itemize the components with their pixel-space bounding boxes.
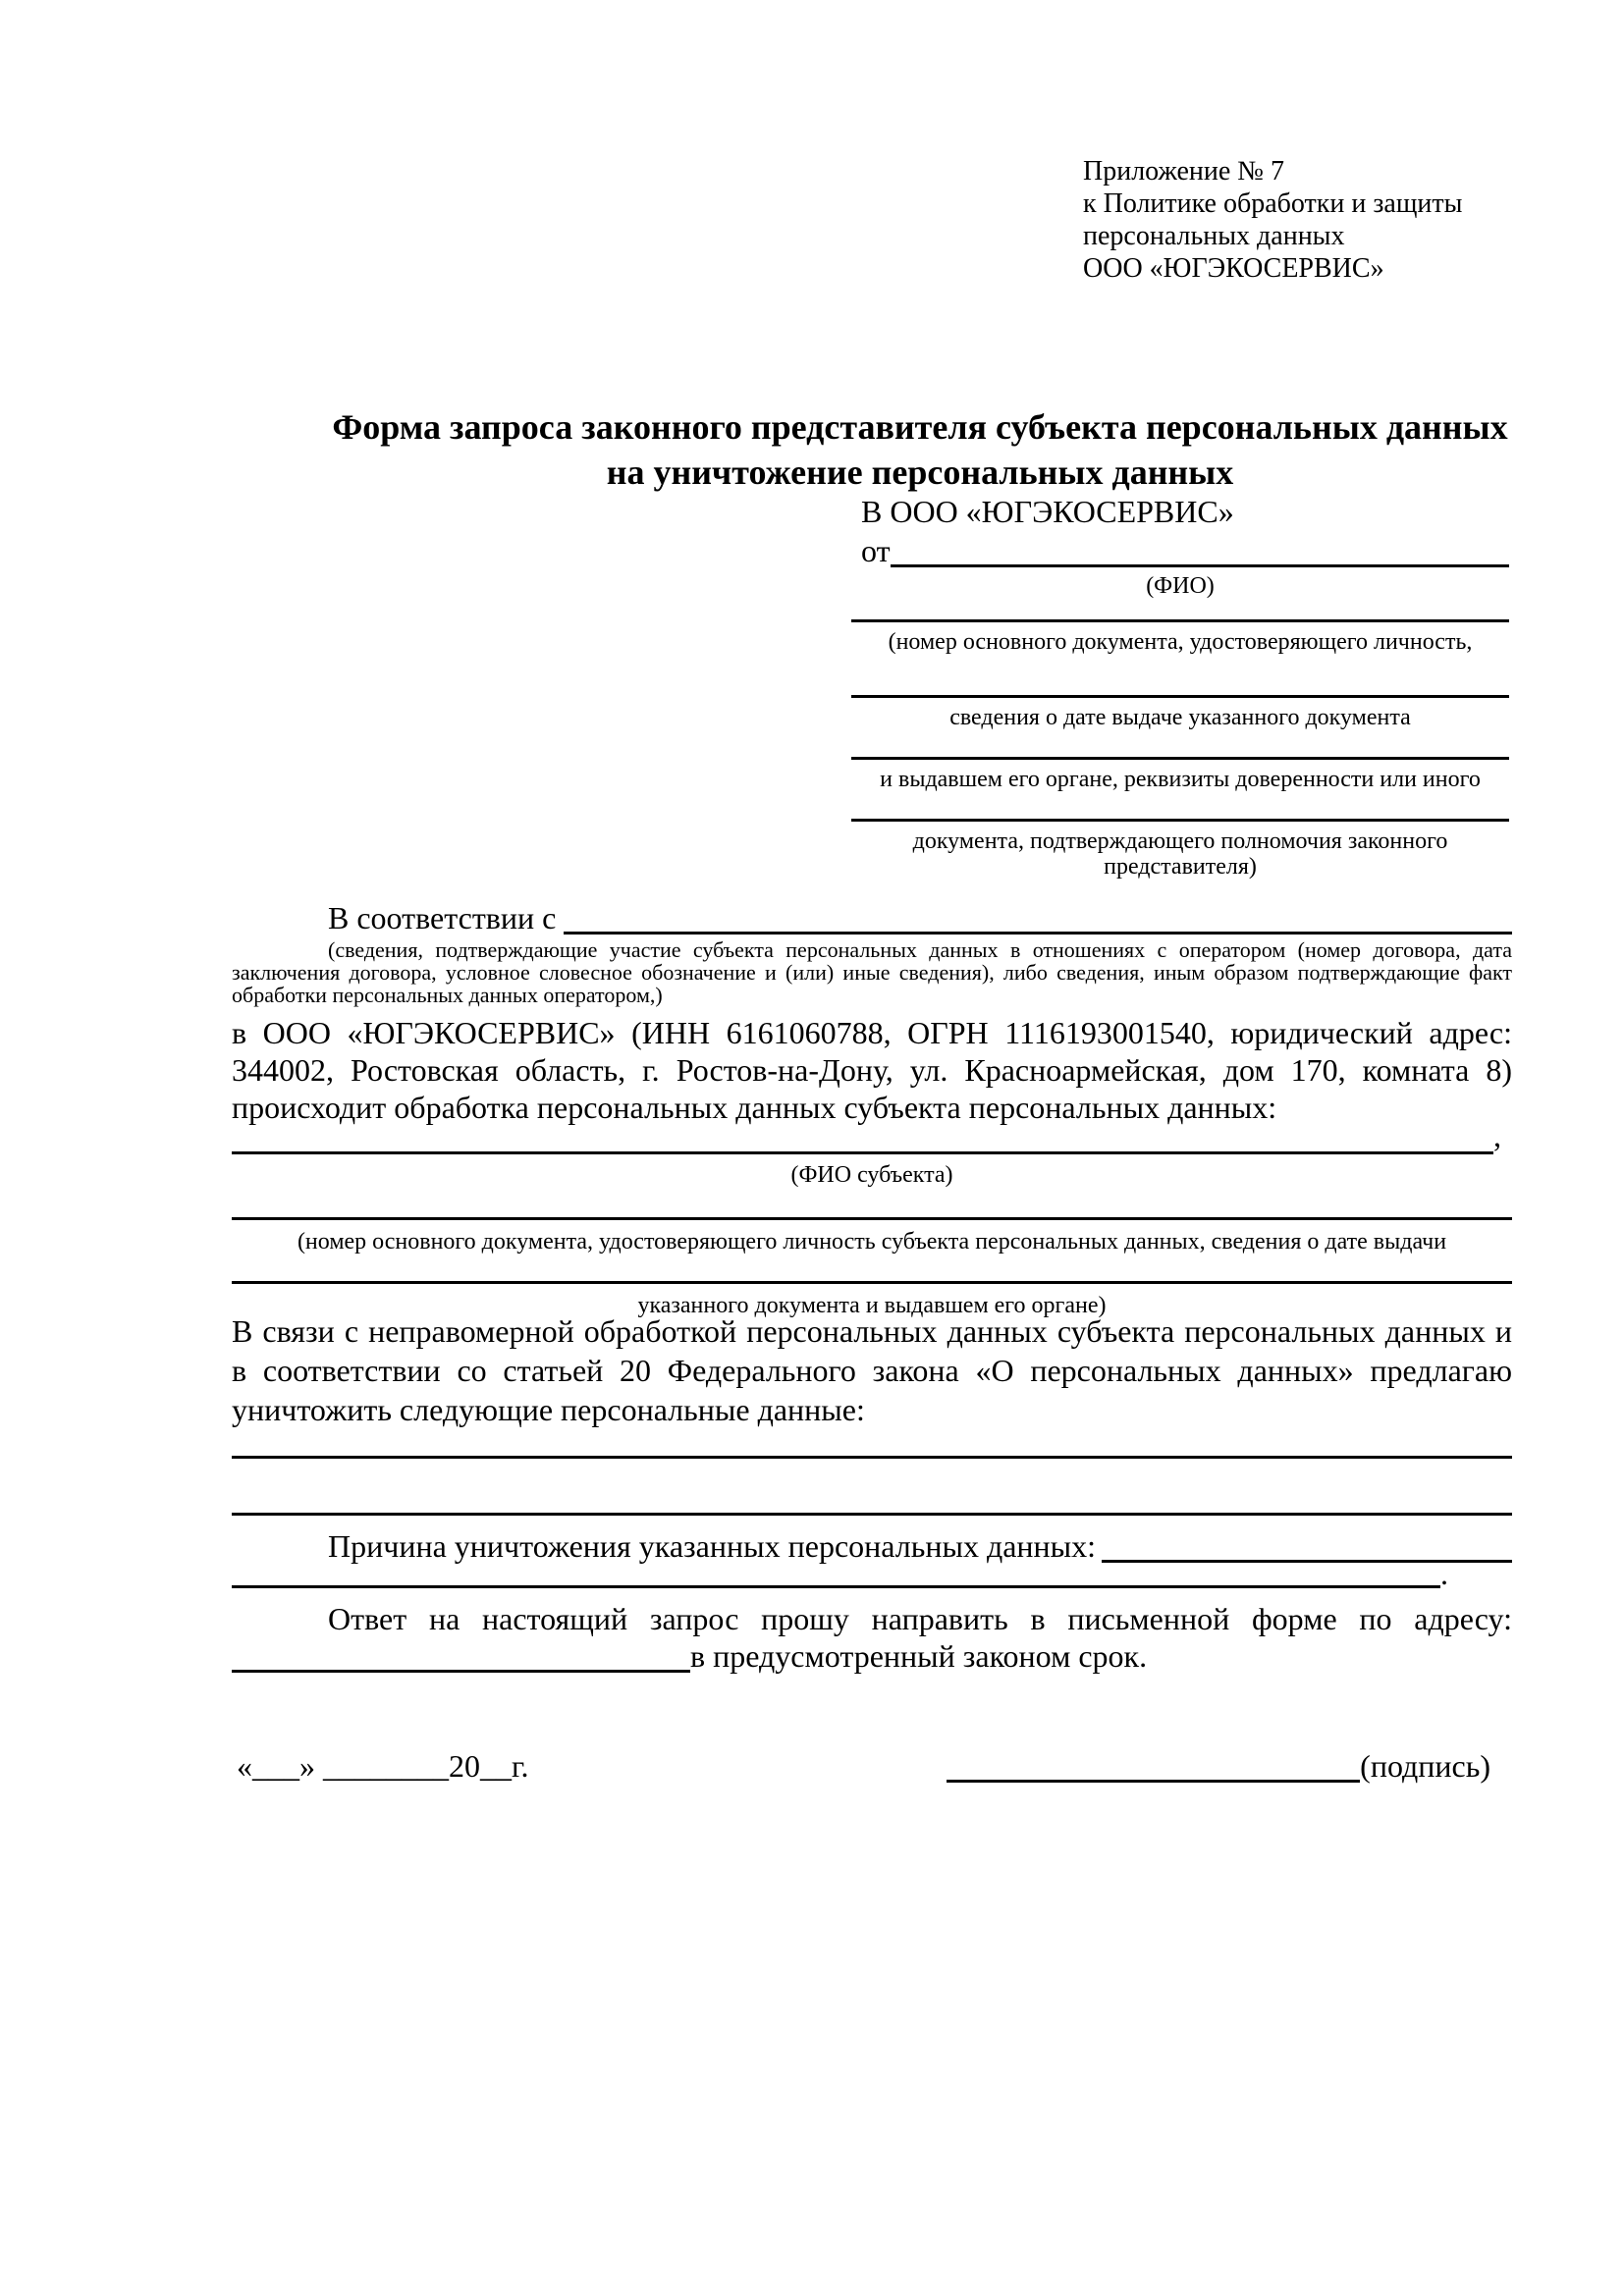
reply-address-blank-line bbox=[232, 1670, 690, 1673]
issuer-blank-line bbox=[851, 757, 1509, 760]
data-blank-line-1 bbox=[232, 1456, 1512, 1459]
reply-address-row bbox=[232, 1637, 1512, 1673]
line-period: . bbox=[1440, 1556, 1448, 1591]
signature-group bbox=[947, 1749, 1490, 1783]
authority-doc-caption: документа, подтверждающего полномочия законного представителя) bbox=[912, 828, 1448, 880]
reason-row bbox=[232, 1527, 1512, 1563]
reason-continuation-row bbox=[232, 1556, 1512, 1591]
signature-blank-line bbox=[947, 1780, 1360, 1783]
subject-doc-blank-line-2 bbox=[232, 1281, 1512, 1284]
reply-tail: в предусмотренный законом срок. bbox=[690, 1638, 1148, 1674]
document-title bbox=[232, 404, 1608, 495]
from-label: от bbox=[861, 533, 891, 568]
document-title-line2: на уничтожение персональных данных bbox=[606, 453, 1234, 492]
subject-fio-row bbox=[232, 1118, 1518, 1154]
from-fio-blank-line bbox=[891, 564, 1509, 567]
reason-continuation-blank-line bbox=[232, 1585, 1440, 1588]
accordance-blank-line bbox=[564, 932, 1512, 934]
fio-caption: (ФИО) bbox=[1146, 573, 1215, 599]
appendix-note-line: ООО «ЮГЭКОСЕРВИС» bbox=[1083, 253, 1384, 284]
doc-number-blank-line bbox=[851, 619, 1509, 622]
signature-caption: (подпись) bbox=[1360, 1748, 1490, 1784]
appendix-note bbox=[1083, 155, 1462, 285]
trailing-comma: , bbox=[1493, 1118, 1501, 1153]
addressee-org: В ООО «ЮГЭКОСЕРВИС» bbox=[861, 494, 1234, 529]
date-blank: «___» ________20__г. bbox=[237, 1748, 529, 1784]
issue-date-caption: сведения о дате выдаче указанного документа bbox=[949, 705, 1411, 730]
reason-label: Причина уничтожения указанных персональных данных: bbox=[328, 1528, 1097, 1564]
appendix-note-line: к Политике обработки и защиты bbox=[1083, 188, 1463, 219]
appendix-note-line: персональных данных bbox=[1083, 221, 1345, 251]
issuer-caption: и выдавшем его органе, реквизиты доверенности или иного bbox=[880, 767, 1481, 792]
doc-number-caption: (номер основного документа, удостоверяющего личность, bbox=[888, 629, 1473, 655]
reply-sentence: Ответ на настоящий запрос прошу направить в письменной форме по адресу: bbox=[328, 1601, 1512, 1636]
data-blank-line-2 bbox=[232, 1513, 1512, 1516]
authority-doc-blank-line bbox=[851, 819, 1509, 822]
appendix-note-line: Приложение № 7 bbox=[1083, 156, 1284, 187]
operator-paragraph: в ООО «ЮГЭКОСЕРВИС» (ИНН 6161060788, ОГРН 1116193001540, юридический адрес: 344002, Ростовская область, г. Ростов-на-Дону, ул. Красноармейская, дом 170, комната 8) происходит обработка персональных данных субъекта персональных данных: bbox=[232, 1015, 1512, 1125]
subject-fio-blank-line bbox=[232, 1151, 1493, 1154]
footer-row bbox=[237, 1748, 1490, 1784]
subject-doc-caption-2: указанного документа и выдавшем его органе) bbox=[637, 1293, 1107, 1318]
subject-fio-caption: (ФИО субъекта) bbox=[790, 1162, 953, 1188]
document-title-line1: Форма запроса законного представителя субъекта персональных данных bbox=[332, 407, 1508, 447]
accordance-note: (сведения, подтверждающие участие субъекта персональных данных в отношениях с оператором (номер договора, дата заключения договора, условное словесное обозначение и (или) иные сведения), либо сведения, иным образом подтверждающие факт обработки персональных данных оператором,) bbox=[232, 937, 1512, 1007]
subject-doc-blank-line-1 bbox=[232, 1217, 1512, 1220]
from-field-row bbox=[851, 528, 1509, 567]
accordance-label: В соответствии с bbox=[328, 900, 557, 935]
subject-doc-caption-1: (номер основного документа, удостоверяющего личность субъекта персональных данных, сведения о дате выдачи bbox=[297, 1229, 1447, 1255]
accordance-row bbox=[232, 899, 1512, 934]
issue-date-blank-line bbox=[851, 695, 1509, 698]
request-paragraph: В связи с неправомерной обработкой персональных данных субъекта персональных данных и в соответствии со статьей 20 Федерального закона «О персональных данных» предлагаю уничтожить следующие персональные данные: bbox=[232, 1313, 1512, 1427]
